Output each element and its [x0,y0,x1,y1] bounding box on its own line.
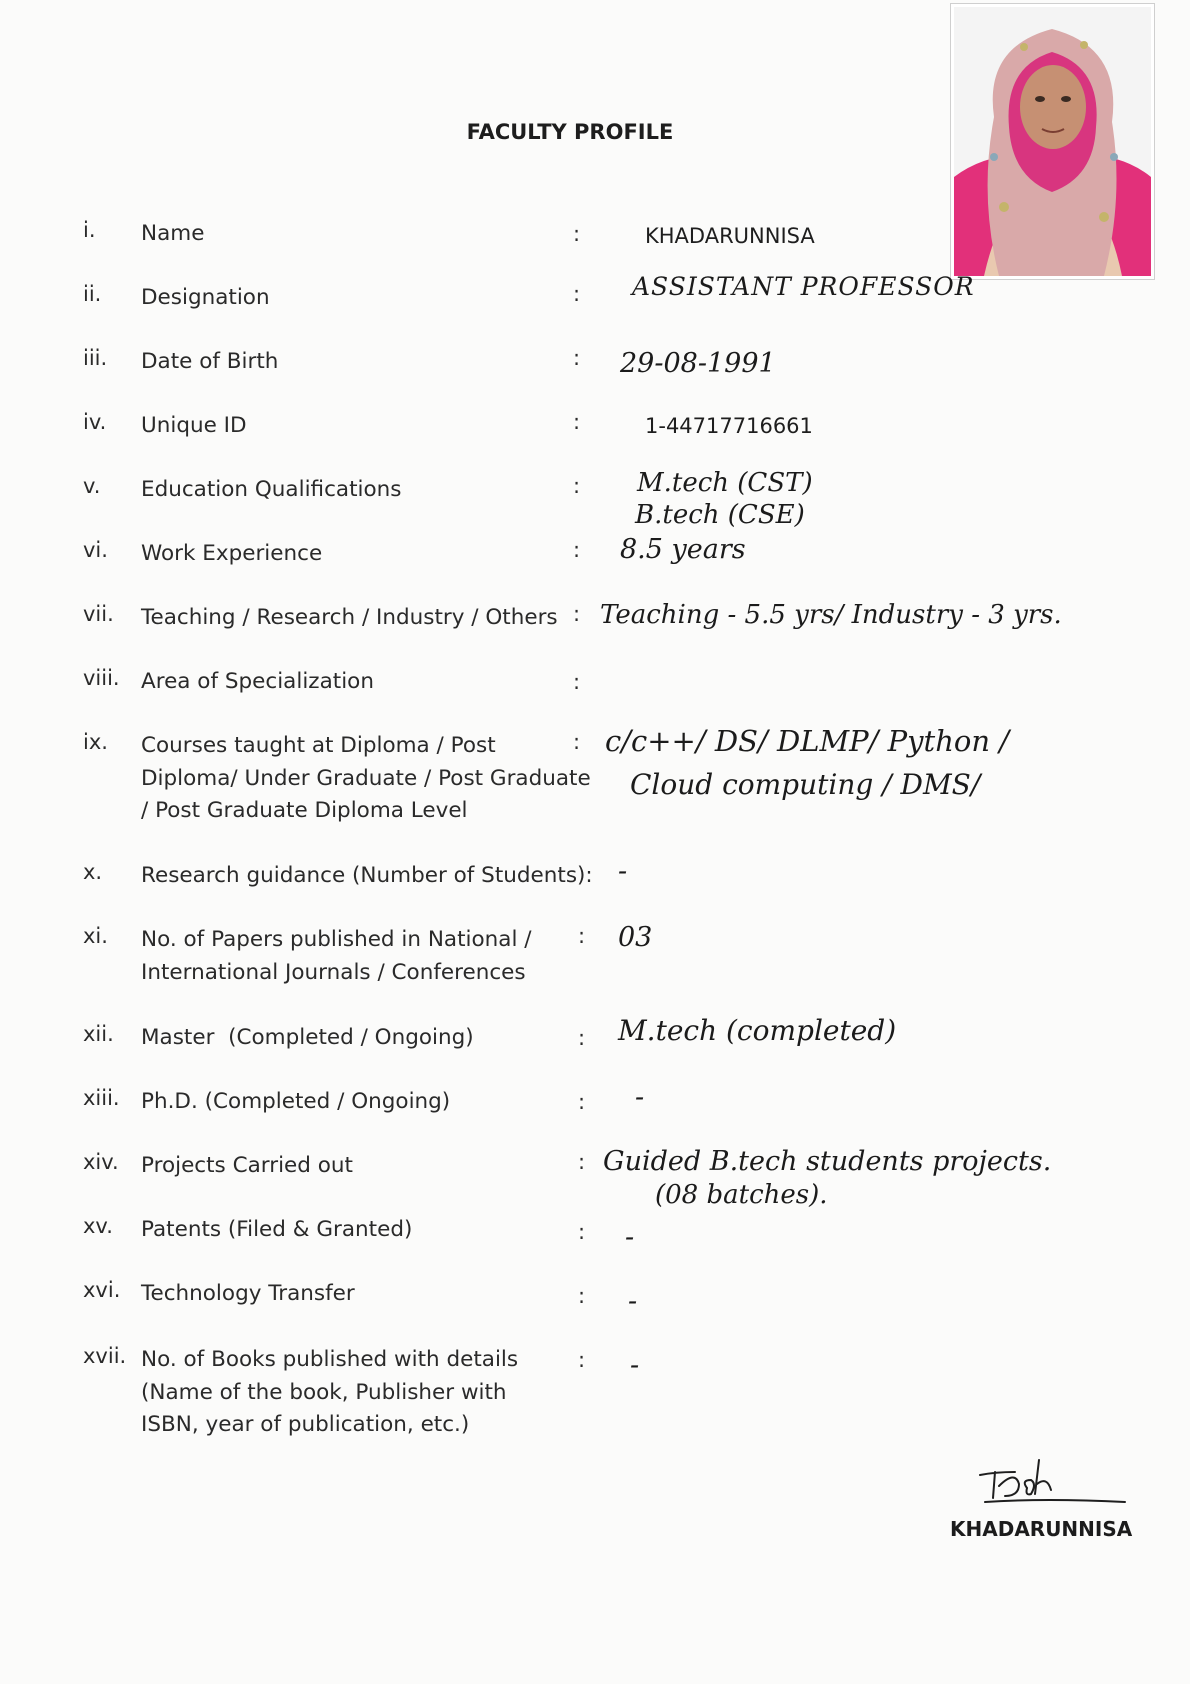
books-value: - [630,1350,640,1381]
row-colon: : [573,346,581,370]
unique-id-value: 1-44717716661 [645,414,813,438]
row-colon: : [573,602,581,626]
row-label: Work Experience [141,541,323,566]
row-number: xvi. [83,1278,121,1302]
row-label: Unique ID [141,413,247,438]
page-title: FACULTY PROFILE [466,120,674,144]
row-colon: : [573,222,581,246]
signature-name: KHADARUNNISA [950,1517,1133,1541]
row-number: xv. [83,1214,113,1238]
row-number: ii. [83,282,102,306]
row-colon: : [578,1150,586,1174]
row-label: No. of Papers published in National / International Journals / Conferences [141,927,532,985]
row-number: ix. [83,730,108,754]
work-experience-value: 8.5 years [620,534,746,565]
row-number: iii. [83,346,108,370]
row-number: vi. [83,538,108,562]
row-label: Name [141,221,205,246]
row-label: Designation [141,285,270,310]
row-number: i. [83,218,96,242]
row-colon: : [573,410,581,434]
row-label: Education Qualifications [141,477,402,502]
row-colon: : [573,282,581,306]
row-colon: : [573,538,581,562]
row-colon: : [578,1348,586,1372]
teaching-research-value: Teaching - 5.5 yrs/ Industry - 3 yrs. [600,600,1062,630]
dob-value: 29-08-1991 [620,348,776,379]
row-number: xvii. [83,1344,127,1368]
row-colon: : [578,1220,586,1244]
research-guidance-value: - [618,856,628,887]
master-value: M.tech (completed) [618,1014,897,1047]
row-label: Master (Completed / Ongoing) [141,1025,474,1050]
education-value-1: M.tech (CST) [637,468,813,498]
designation-value: ASSISTANT PROFESSOR [632,272,975,301]
name-value: KHADARUNNISA [645,224,815,248]
row-colon: : [573,474,581,498]
signature [975,1450,1135,1514]
row-number: viii. [83,666,120,690]
row-colon: : [573,730,581,754]
row-label: Research guidance (Number of Students): [141,863,593,888]
row-label: Date of Birth [141,349,279,374]
row-number: v. [83,474,101,498]
row-colon: : [578,1026,586,1050]
signature-scribble [975,1450,1135,1510]
portrait-image [954,7,1151,276]
courses-value-1: c/c++/ DS/ DLMP/ Python / [605,724,1010,758]
courses-value-2: Cloud computing / DMS/ [630,768,981,801]
projects-value-2: (08 batches). [655,1180,828,1210]
row-number: xiii. [83,1086,120,1110]
education-value-2: B.tech (CSE) [635,500,805,530]
row-label: Area of Specialization [141,669,374,694]
profile-photo [950,3,1155,280]
row-number: x. [83,860,103,884]
row-label: Ph.D. (Completed / Ongoing) [141,1089,451,1114]
row-colon: : [578,1090,586,1114]
row-label: Teaching / Research / Industry / Others [141,605,558,630]
projects-value-1: Guided B.tech students projects. [603,1146,1052,1177]
row-colon: : [578,1284,586,1308]
phd-value: - [635,1082,645,1113]
technology-transfer-value: - [628,1286,638,1317]
row-label: Patents (Filed & Granted) [141,1217,413,1242]
row-number: xi. [83,924,108,948]
row-colon: : [573,670,581,694]
row-label: Technology Transfer [141,1281,355,1306]
row-number: iv. [83,410,107,434]
row-label: No. of Books published with details (Name of the book, Publisher with ISBN, year of publication, etc.) [141,1347,519,1437]
row-number: xiv. [83,1150,119,1174]
row-label: Courses taught at Diploma / Post Diploma/ Under Graduate / Post Graduate / Post Graduate Diploma Level [141,733,591,823]
row-number: vii. [83,602,114,626]
row-colon: : [578,924,586,948]
row-number: xii. [83,1022,114,1046]
papers-value: 03 [618,922,653,953]
patents-value: - [625,1222,635,1253]
row-label: Projects Carried out [141,1153,353,1178]
